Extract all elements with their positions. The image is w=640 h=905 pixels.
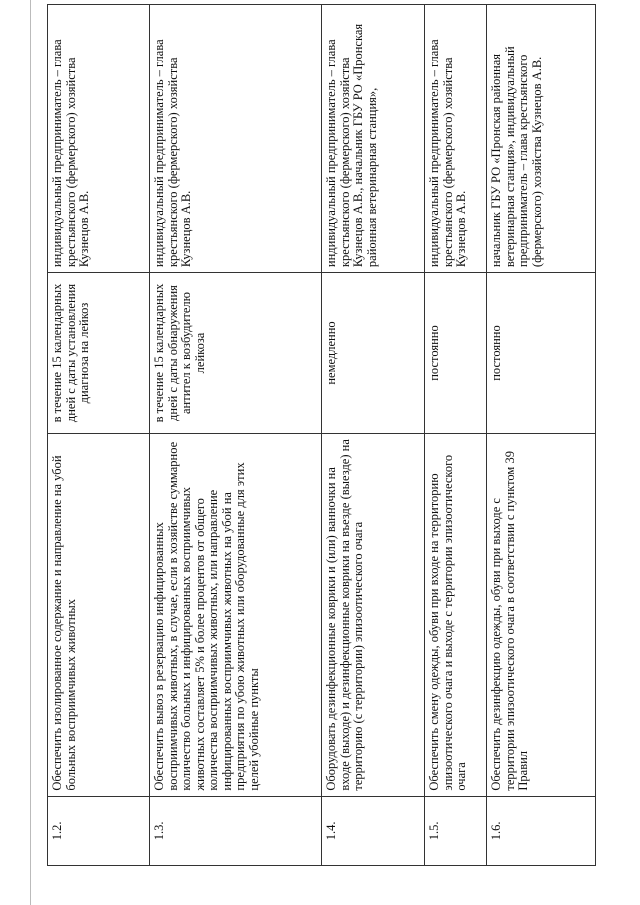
term-cell: немедленно	[322, 273, 425, 434]
term-cell: в течение 15 календарных дней с даты установления диагноза на лейкоз	[48, 273, 150, 434]
responsible-cell: индивидуальный предприниматель – глава крестьянского (фермерского) хозяйства Кузнецов А.В.	[425, 5, 487, 273]
row-number: 1.2.	[48, 796, 150, 865]
measure-cell: Оборудовать дезинфекционные коврики и (или) ванночки на входе (выходе) и дезинфекционные коврики на въезде (выезде) на территорию (с территории) эпизоотического очага	[322, 433, 425, 796]
term-cell: в течение 15 календарных дней с даты обнаружения антител к возбудителю лейкоза	[150, 273, 322, 434]
row-number: 1.6.	[487, 796, 596, 865]
responsible-cell: начальник ГБУ РО «Пронская районная ветеринарная станция», индивидуальный предприниматель – глава крестьянского (фермерского) хозяйства Кузнецов А.В.	[487, 5, 596, 273]
scan-edge-line	[30, 0, 31, 905]
responsible-cell: индивидуальный предприниматель – глава крестьянского (фермерского) хозяйства Кузнецов А.В.	[48, 5, 150, 273]
measure-cell: Обеспечить вывоз в резервацию инфицированных восприимчивых животных, в случае, если в хозяйстве суммарное количество больных и инфицированных восприимчивых животных составляет 5% и более процентов от общего количества восприимчивых животных, или направление инфицированных восприимчивых животных на убой на предприятия по убою животных или оборудованные для этих целей убойные пункты	[150, 433, 322, 796]
table-row	[322, 5, 425, 866]
responsible-cell: индивидуальный предприниматель – глава крестьянского (фермерского) хозяйства Кузнецов А.В.	[150, 5, 322, 273]
term-cell: постоянно	[487, 273, 596, 434]
measure-cell: Обеспечить изолированное содержание и направление на убой больных восприимчивых животных	[48, 433, 150, 796]
measures-table	[47, 4, 596, 866]
measure-cell: Обеспечить дезинфекцию одежды, обуви при выходе с территории эпизоотического очага в соответствии с пунктом 39 Правил	[487, 433, 596, 796]
term-cell: постоянно	[425, 273, 487, 434]
table-row	[425, 5, 487, 866]
row-number: 1.5.	[425, 796, 487, 865]
measure-cell: Обеспечить смену одежды, обуви при входе на территорию эпизоотического очага и выходе с территории эпизоотического очага	[425, 433, 487, 796]
row-number: 1.4.	[322, 796, 425, 865]
responsible-cell: индивидуальный предприниматель – глава крестьянского (фермерского) хозяйства Кузнецов А.В., начальник ГБУ РО «Пронская районная ветеринарная станция»,	[322, 5, 425, 273]
table-row	[48, 5, 150, 866]
table-row	[487, 5, 596, 866]
table-row	[150, 5, 322, 866]
row-number: 1.3.	[150, 796, 322, 865]
rotated-page	[47, 4, 595, 866]
